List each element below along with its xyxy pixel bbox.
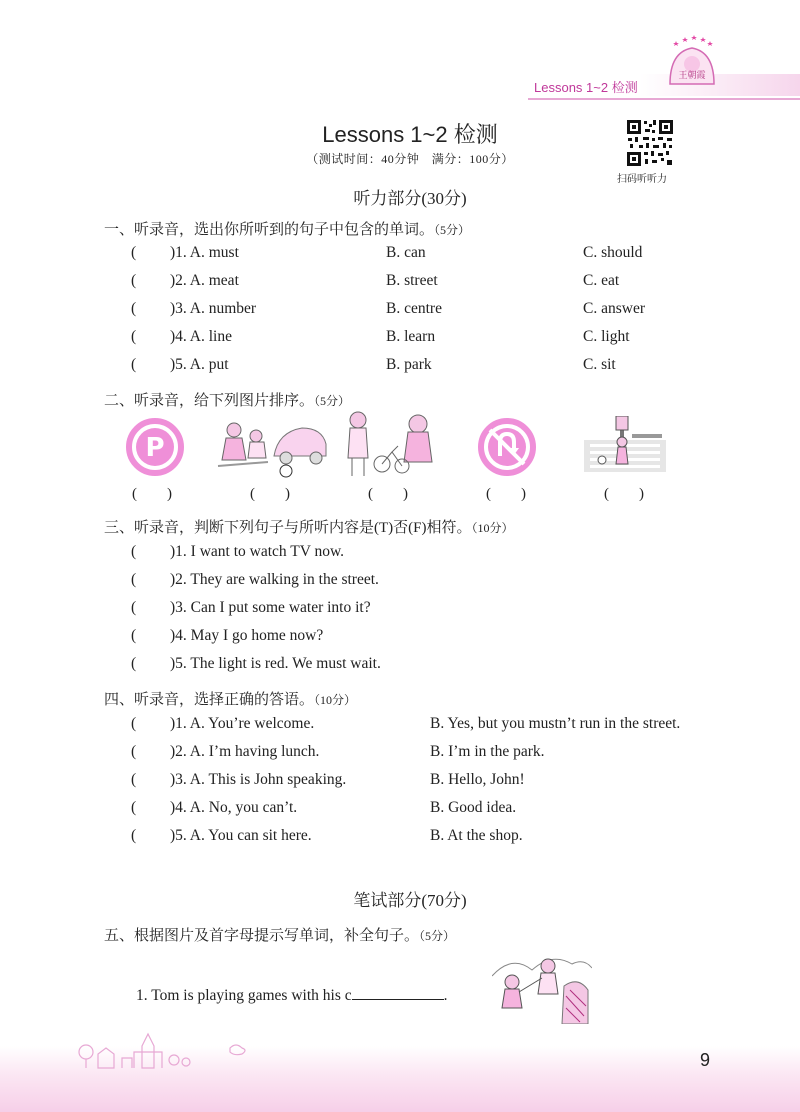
s3-statement-2: ( )2. They are walking in the street.	[131, 571, 379, 588]
s4-question-2: ( )2. A. I’m having lunch. B. I’m in the park.	[131, 743, 545, 760]
s3-statement-4: ( )4. May I go home now?	[131, 627, 324, 644]
kids-with-bicycle-picture	[342, 410, 436, 480]
children-playing-illustration	[492, 946, 592, 1024]
page-subtitle: （测试时间：40分钟 满分：100分）	[306, 152, 514, 166]
svg-text:王朝霞: 王朝霞	[678, 71, 706, 81]
parking-sign-picture	[126, 418, 184, 476]
option-b: B. learn	[386, 328, 436, 345]
no-u-turn-sign-icon	[478, 418, 536, 476]
page-title: Lessons 1~2 检测	[322, 122, 498, 147]
s3-statement-3: ( )3. Can I put some water into it?	[131, 599, 371, 616]
s1-question-2: ( )2. A. meat B. street C. eat	[131, 272, 620, 289]
crosswalk-illustration	[584, 416, 666, 478]
kids-bicycle-illustration	[342, 410, 436, 480]
children-playing-picture	[492, 946, 592, 1024]
section-2-heading: 二、听录音，给下列图片排序。（5分）	[104, 393, 351, 409]
s1-question-3: ( )3. A. number B. centre C. answer	[131, 300, 645, 317]
section-4-heading: 四、听录音，选择正确的答语。（10分）	[104, 692, 357, 708]
s1-question-1: ( )1. A. must B. can C. should	[131, 244, 643, 261]
section-5-heading: 五、根据图片及首字母提示写单词，补全句子。（5分）	[104, 928, 456, 944]
qr-code-icon	[625, 118, 675, 168]
parking-sign-icon	[126, 418, 184, 476]
s3-statement-5: ( )5. The light is red. We must wait.	[131, 655, 381, 672]
s1-question-5: ( )5. A. put B. park C. sit	[131, 356, 616, 373]
qr-label: 扫码听听力	[617, 174, 667, 185]
listening-part-heading: 听力部分(30分)	[353, 189, 467, 208]
footer-decoration	[70, 1026, 250, 1070]
option-c: C. sit	[583, 356, 616, 373]
s4-question-3: ( )3. A. This is John speaking. B. Hello, John!	[131, 771, 525, 788]
option-b: B. street	[386, 272, 438, 289]
picture-4-answer[interactable]: ( )	[486, 486, 526, 502]
s5-question-1: 1. Tom is playing games with his c .	[136, 987, 448, 1004]
s4-question-1: ( )1. A. You’re welcome. B. Yes, but you mustn’t run in the street.	[131, 715, 681, 732]
option-b: B. park	[386, 356, 432, 373]
children-playing-near-car-picture	[214, 414, 330, 480]
brand-badge-icon	[664, 34, 720, 90]
brand-badge	[664, 34, 720, 90]
castle-houses-icon	[70, 1026, 250, 1070]
option-c: C. should	[583, 244, 643, 261]
section-3-heading: 三、听录音，判断下列句子与所听内容是(T)否(F)相符。（10分）	[104, 520, 514, 536]
section-1-heading: 一、听录音，选出你所听到的句子中包含的单词。（5分）	[104, 222, 471, 238]
crosswalk-picture	[584, 416, 666, 478]
picture-2-answer[interactable]: ( )	[250, 486, 290, 502]
writing-part-heading: 笔试部分(70分)	[353, 891, 467, 910]
page-number: 9	[700, 1050, 711, 1070]
option-c: C. light	[583, 328, 630, 345]
option-b: B. can	[386, 244, 426, 261]
qr-code[interactable]	[625, 118, 675, 168]
svg-text:P: P	[145, 433, 165, 463]
picture-1-answer[interactable]: ( )	[132, 486, 172, 502]
s4-question-4: ( )4. A. No, you can’t. B. Good idea.	[131, 799, 517, 816]
header-tab-label: Lessons 1~2 检测	[534, 80, 638, 95]
picture-3-answer[interactable]: ( )	[368, 486, 408, 502]
picture-5-answer[interactable]: ( )	[604, 486, 644, 502]
option-b: B. centre	[386, 300, 442, 317]
s3-statement-1: ( )1. I want to watch TV now.	[131, 543, 345, 560]
option-c: C. answer	[583, 300, 645, 317]
answer-blank[interactable]	[352, 985, 444, 1000]
no-u-turn-sign-picture	[478, 418, 536, 476]
s4-question-5: ( )5. A. You can sit here. B. At the shop.	[131, 827, 523, 844]
children-car-illustration	[214, 414, 330, 480]
option-c: C. eat	[583, 272, 620, 289]
s1-question-4: ( )4. A. line B. learn C. light	[131, 328, 630, 345]
